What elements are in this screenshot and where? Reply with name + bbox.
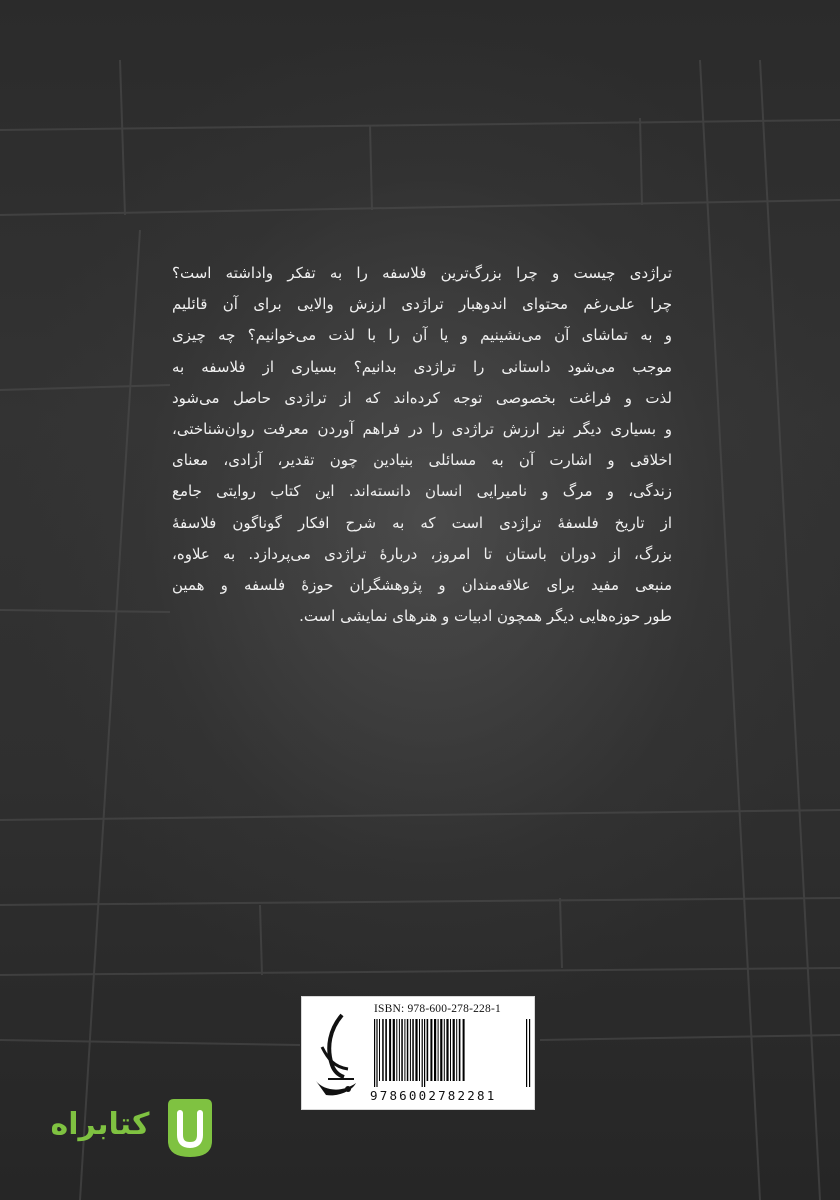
publisher-logo-icon xyxy=(308,1007,364,1101)
barcode-bar xyxy=(446,1019,448,1081)
barcode-bar xyxy=(379,1019,380,1081)
barcode-icon xyxy=(372,1019,532,1087)
barcode-bar xyxy=(456,1019,457,1081)
barcode-bar xyxy=(415,1019,417,1081)
barcode-bar xyxy=(430,1019,432,1081)
barcode-bar xyxy=(407,1019,409,1081)
description-line: و به تماشای آن می‌نشینیم و یا آن را با لذت می‌خوانیم؟ چه چیزی xyxy=(172,326,672,345)
description-line: و بسیاری دیگر نیز ارزش تراژدی را در فراهم آوردن معرفت روان‌شناختی، xyxy=(172,420,672,439)
barcode-bar xyxy=(404,1019,405,1081)
book-store-icon xyxy=(162,1095,216,1161)
barcode-bar xyxy=(463,1019,465,1081)
description-line: منبعی مفید برای علاقه‌مندان و پژوهشگران حوزهٔ فلسفه و همین xyxy=(172,576,672,595)
barcode-bar xyxy=(412,1019,414,1081)
barcode-bar xyxy=(450,1019,451,1081)
description-line: موجب می‌شود داستانی را تراژدی بدانیم؟ بسیاری از فلاسفه به xyxy=(172,357,672,376)
book-description xyxy=(172,258,672,718)
description-line: از تاریخ فلسفهٔ تراژدی است که به شرح افکار گوناگون فلاسفهٔ xyxy=(172,513,672,532)
barcode-bar xyxy=(424,1019,425,1087)
barcode-bar xyxy=(427,1019,429,1081)
store-logo xyxy=(36,1095,216,1165)
description-line: زندگی، و مرگ و نامیرایی انسان دانسته‌اند. این کتاب روایتی جامع xyxy=(172,482,672,501)
barcode-bar xyxy=(376,1019,377,1087)
barcode-bar xyxy=(410,1019,411,1081)
barcode-bar xyxy=(440,1019,442,1081)
isbn-label: ISBN: 978-600-278-228-1 xyxy=(374,1003,501,1015)
barcode-bar xyxy=(401,1019,403,1081)
barcode-bar xyxy=(453,1019,455,1081)
description-line: تراژدی چیست و چرا بزرگ‌ترین فلاسفه را به تفکر واداشته است؟ xyxy=(172,264,672,282)
barcode-digits: 9786002782281 xyxy=(370,1088,497,1103)
barcode-bar xyxy=(459,1019,461,1081)
barcode-bar xyxy=(396,1019,397,1081)
description-line: بزرگ، از دوران باستان تا امروز، دربارهٔ تراژدی می‌پردازد. به علاوه، xyxy=(172,544,672,563)
barcode-bar xyxy=(419,1019,420,1081)
barcode-bar xyxy=(438,1019,439,1081)
barcode-bar xyxy=(389,1019,391,1081)
barcode-bar xyxy=(526,1019,527,1087)
barcode-panel xyxy=(301,996,535,1110)
barcode-bar xyxy=(399,1019,400,1081)
barcode-bar xyxy=(385,1019,387,1081)
barcode-bar xyxy=(444,1019,445,1081)
description-line: لذت و فراغت بخصوصی توجه کرده‌اند که از تراژدی حاصل می‌شود xyxy=(172,388,672,407)
barcode-bar xyxy=(434,1019,436,1081)
barcode-bar xyxy=(382,1019,384,1081)
description-line: اخلاقی و اشارت آن به مسائلی بنیادین چون تقدیر، آزادی، معنای xyxy=(172,451,672,470)
barcode-bar xyxy=(422,1019,423,1087)
description-line: طور حوزه‌هایی دیگر همچون ادبیات و هنرهای نمایشی است. xyxy=(299,607,672,626)
barcode-bar xyxy=(529,1019,530,1087)
store-name: کتابراه xyxy=(50,1107,150,1142)
barcode-bar xyxy=(393,1019,395,1081)
barcode-bar xyxy=(374,1019,375,1087)
description-line: چرا علی‌رغم محتوای اندوهبار تراژدی ارزش والایی برای آن قائلیم xyxy=(172,295,672,314)
